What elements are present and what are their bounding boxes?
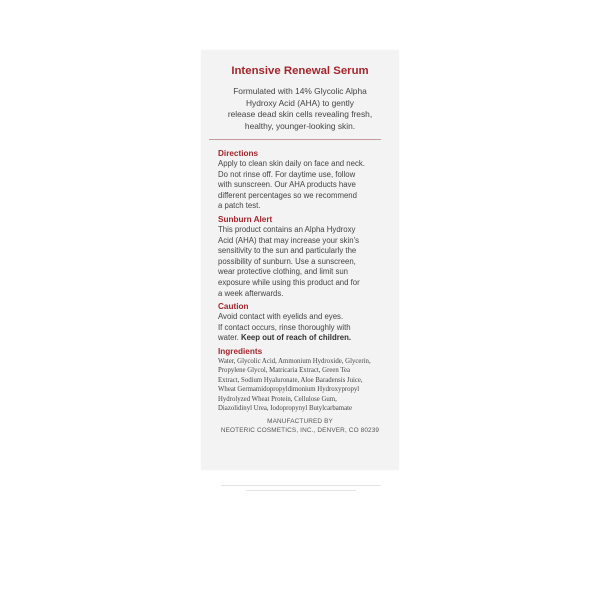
caution-last-line <box>218 333 390 344</box>
caution-line: If contact occurs, rinse thoroughly with <box>218 322 351 332</box>
ingredients-section <box>218 347 390 414</box>
manufacturer-line-1: MANUFACTURED BY <box>267 417 333 425</box>
sunburn-line: Acid (AHA) that may increase your skin's <box>218 235 360 245</box>
sunburn-line: possibility of sunburn. Use a sunscreen, <box>218 256 356 266</box>
intro-line: healthy, younger-looking skin. <box>244 120 356 131</box>
intro-line: Formulated with 14% Glycolic Alpha <box>233 86 367 96</box>
faint-print-line <box>246 490 356 491</box>
intro-text <box>207 86 393 132</box>
directions-line: Do not rinse off. For daytime use, follow <box>218 169 356 179</box>
product-box-side-panel <box>201 50 399 470</box>
sunburn-line: This product contains an Alpha Hydroxy <box>218 224 356 234</box>
ingredients-line: Propylene Glycol, Matricaria Extract, Green Tea <box>218 367 351 375</box>
sunburn-text <box>218 225 390 299</box>
sunburn-line: wear protective clothing, and limit sun <box>218 267 349 277</box>
directions-line: a patch test. <box>218 201 261 211</box>
intro-line: Hydroxy Acid (AHA) to gently <box>246 97 354 108</box>
ingredients-heading: Ingredients <box>218 346 263 356</box>
ingredients-line: Hydrolyzed Wheat Protein, Cellulose Gum, <box>218 395 337 403</box>
manufacturer-line-2: NEOTERIC COSMETICS, INC., DENVER, CO 80239 <box>220 426 380 434</box>
intro-line: release dead skin cells revealing fresh, <box>227 109 373 119</box>
ingredients-line: Diazolidinyl Urea, Iodopropynyl Butylcarbamate <box>218 405 353 413</box>
caution-line: Avoid contact with eyelids and eyes. <box>218 312 344 322</box>
directions-heading: Directions <box>218 149 259 158</box>
sunburn-line: a week afterwards. <box>218 288 284 298</box>
directions-text <box>218 159 390 212</box>
sunburn-line: sensitivity to the sun and particularly the <box>218 246 357 256</box>
faint-print-line <box>221 485 381 486</box>
directions-line: with sunscreen. Our AHA products have <box>218 180 356 190</box>
ingredients-line: Water, Glycolic Acid, Ammonium Hydroxide, Glycerin, <box>218 357 371 365</box>
sunburn-heading: Sunburn Alert <box>218 214 273 224</box>
caution-last-prefix: water. <box>218 333 241 343</box>
ingredients-list <box>218 357 390 414</box>
divider-line <box>209 139 381 140</box>
caution-text <box>218 312 390 344</box>
sunburn-section <box>218 215 390 299</box>
label-panel <box>207 64 393 435</box>
directions-section <box>218 149 390 212</box>
manufacturer-info <box>207 417 393 435</box>
directions-line: different percentages so we recommend <box>218 190 357 200</box>
sunburn-line: exposure while using this product and for <box>218 277 360 287</box>
keep-out-of-reach-warning: Keep out of reach of children. <box>240 333 352 343</box>
faint-bottom-print <box>221 485 381 495</box>
ingredients-line: Extract, Sodium Hyaluronate, Aloe Baradensis Juice, <box>218 376 363 384</box>
caution-heading: Caution <box>218 302 249 312</box>
caution-section <box>218 302 390 344</box>
product-title: Intensive Renewal Serum <box>231 65 369 77</box>
directions-line: Apply to clean skin daily on face and neck. <box>218 159 365 168</box>
ingredients-line: Wheat Germamidopropyldimonium Hydroxypropyl <box>218 386 360 394</box>
